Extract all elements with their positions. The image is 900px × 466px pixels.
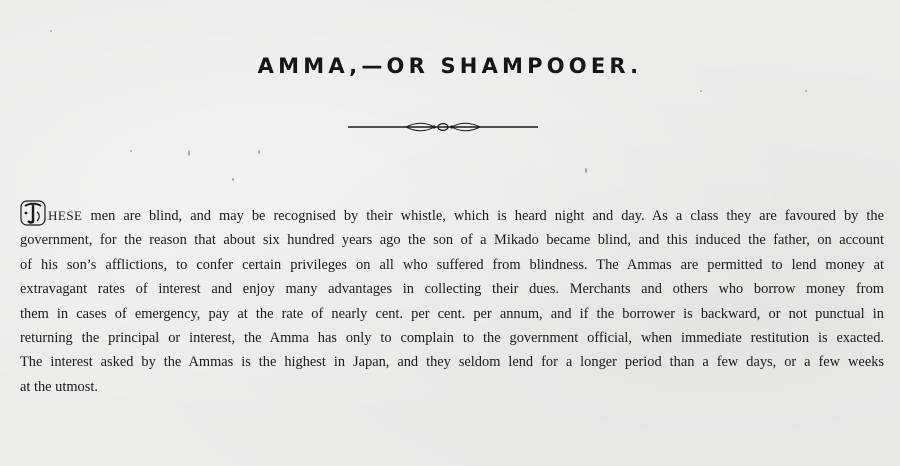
text-line-1	[20, 200, 884, 228]
first-word-small-caps: HESE	[48, 208, 83, 223]
text-line-2: government, for the reason that about six hundred years ago the son of a Mikado became blind, and this induced the father, on account	[20, 232, 884, 249]
ornament-divider-icon	[346, 120, 540, 134]
text-line-3: of his son’s afflictions, to confer certain privileges on all who suffered from blindness. The Ammas are permitted to lend money at	[20, 256, 884, 273]
paper-speck	[232, 178, 234, 181]
paper-speck	[585, 168, 587, 173]
paper-speck	[130, 150, 132, 152]
text-line-7: The interest asked by the Ammas is the highest in Japan, and they seldom lend for a longer period than a few days, or a few weeks	[20, 354, 884, 371]
paper-speck	[50, 30, 52, 32]
paper-speck	[258, 150, 260, 154]
page-title: AMMA,—OR SHAMPOOER.	[257, 54, 643, 78]
body-paragraph	[20, 200, 884, 399]
text-line-4: extravagant rates of interest and enjoy many advantages in collecting their dues. Merchants and others who borrow money from	[20, 281, 884, 298]
paper-speck	[805, 90, 807, 92]
paper-speck	[188, 150, 190, 156]
drop-cap-icon	[20, 200, 46, 226]
text-line-5: them in cases of emergency, pay at the rate of nearly cent. per cent. per annum, and if the borrower is backward, or not punctual in	[20, 305, 884, 322]
text-line-8: at the utmost.	[20, 378, 98, 395]
text-line-6: returning the principal or interest, the Amma has only to complain to the government official, when immediate restitution is exacted.	[20, 330, 884, 347]
line-text: men are blind, and may be recognised by their whistle, which is heard night and day. As a class they are favoured by the	[82, 208, 884, 224]
paper-speck	[700, 90, 702, 92]
